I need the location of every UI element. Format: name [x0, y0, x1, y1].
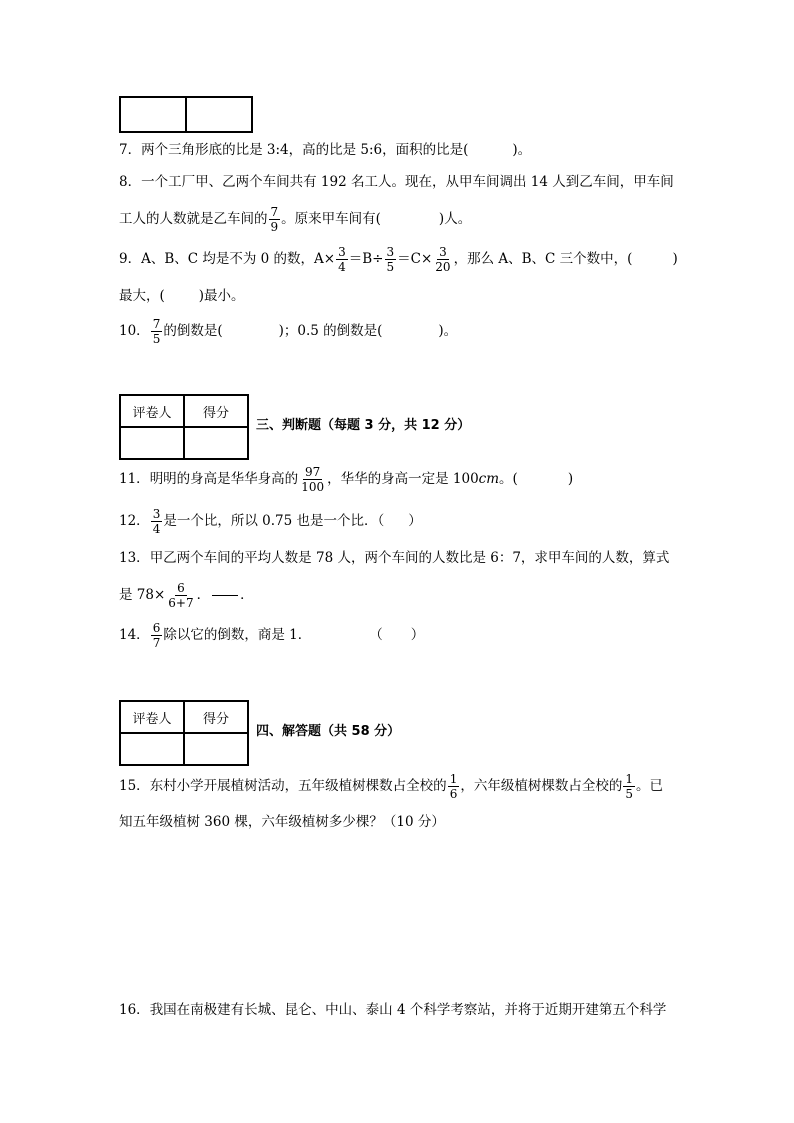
fraction-numerator: 3 [439, 245, 447, 259]
question-13-line-2 [119, 578, 254, 612]
fraction-denominator: 4 [338, 260, 346, 274]
fraction-denominator: 5 [152, 332, 161, 346]
fraction [299, 465, 326, 494]
question-13-line-1 [119, 548, 669, 568]
grader-label: 评卷人 [120, 395, 184, 427]
question-number: 7． [119, 142, 142, 158]
top-score-table [119, 96, 253, 133]
question-12 [119, 506, 422, 536]
fraction-numerator: 97 [305, 465, 321, 479]
grader-label: 评卷人 [120, 701, 184, 733]
question-text: ，华华的身高一定是 100 [327, 471, 479, 487]
question-text: 工人的人数就是乙车间的 [119, 211, 268, 227]
score-cell[interactable] [184, 427, 248, 459]
section-3-score-table [119, 394, 249, 460]
fraction [166, 581, 195, 610]
fraction-denominator: 6 [449, 787, 458, 801]
question-number: 16． [119, 1002, 150, 1018]
fraction-denominator: 9 [270, 220, 279, 234]
fraction-numerator: 3 [386, 245, 395, 259]
section-4-title: 四、解答题（共 58 分） [256, 724, 401, 739]
question-text: ) [672, 251, 678, 267]
answer-area[interactable] [119, 840, 675, 990]
question-16 [119, 1000, 666, 1020]
question-number: 12． [119, 513, 150, 529]
question-text: ，六年级植树棵数占全校的 [460, 778, 623, 794]
fraction-numerator: 7 [152, 317, 161, 331]
question-15-line-1 [119, 770, 663, 802]
question-text: 。( [499, 471, 518, 487]
fraction-numerator: 1 [449, 772, 458, 786]
answer-blank[interactable] [212, 595, 238, 596]
question-text: 是一个比，所以 0.75 也是一个比．（ [163, 513, 385, 529]
question-text: ) [567, 471, 574, 487]
question-text: )。 [512, 142, 532, 158]
question-text: ． [240, 587, 254, 603]
question-text: 一个工厂甲、乙两个车间共有 192 名工人。现在，从甲车间调出 14 人到乙车间，甲车间 [141, 174, 674, 190]
question-number: 14． [119, 627, 150, 643]
grader-cell[interactable] [120, 427, 184, 459]
question-text: 我国在南极建有长城、昆仑、中山、泰山 4 个科学考察站，并将于近期开建第五个科学 [149, 1002, 667, 1018]
question-text: )人。 [438, 211, 472, 227]
question-11 [119, 463, 573, 495]
fraction [623, 772, 635, 801]
question-number: 15． [119, 778, 150, 794]
question-text: ，那么 A、B、C 三个数中，( [453, 251, 633, 267]
fraction-denominator: 5 [386, 260, 395, 274]
question-15-line-2 [119, 812, 445, 832]
fraction-denominator: 7 [152, 636, 161, 650]
fraction [151, 507, 163, 536]
fraction [385, 245, 397, 274]
question-text: )最小。 [198, 288, 245, 304]
question-text: ． [196, 587, 211, 603]
section-3-title: 三、判断题（每题 3 分，共 12 分） [256, 418, 471, 433]
question-10 [119, 316, 457, 346]
question-number: 10． [119, 323, 150, 339]
fraction-denominator: 20 [435, 260, 451, 274]
question-text: 。已 [635, 778, 663, 794]
score-label: 得分 [184, 701, 248, 733]
fraction-numerator: 6 [152, 621, 161, 635]
question-text: 最大，( [119, 288, 165, 304]
question-9-line-1 [119, 244, 678, 274]
question-number: 8． [119, 174, 142, 190]
fraction-numerator: 3 [338, 245, 346, 259]
fraction-numerator: 1 [625, 772, 633, 786]
fraction-numerator: 3 [152, 507, 161, 521]
fraction-numerator: 6 [177, 581, 185, 595]
question-text: 明明的身高是华华身高的 [149, 471, 299, 487]
question-text: （ [369, 627, 383, 643]
question-number: 11． [119, 471, 150, 487]
question-8-line-1 [119, 172, 674, 192]
fraction-numerator: 7 [270, 205, 279, 219]
score-label: 得分 [184, 395, 248, 427]
fraction [448, 772, 460, 801]
unit-text: cm [478, 471, 500, 487]
question-number: 9． [119, 251, 142, 267]
question-7 [119, 140, 531, 160]
top-score-cell-1[interactable] [120, 97, 186, 132]
grader-cell[interactable] [120, 733, 184, 765]
question-text: 是 78× [119, 587, 166, 603]
question-text: 的倒数是( [163, 323, 223, 339]
question-14 [119, 620, 424, 650]
question-9-line-2 [119, 286, 245, 306]
question-number: 13． [119, 550, 150, 566]
fraction [151, 317, 163, 346]
fraction-denominator: 6+7 [168, 596, 194, 610]
question-text: ＝C× [397, 251, 433, 267]
fraction [336, 245, 348, 274]
question-text: ＝B÷ [348, 251, 384, 267]
question-text: )；0.5 的倒数是( [278, 323, 383, 339]
fraction [269, 205, 281, 234]
question-text: ） [408, 513, 422, 529]
fraction [151, 621, 163, 650]
fraction [433, 245, 452, 274]
fraction-denominator: 4 [152, 522, 161, 536]
question-text: 除以它的倒数，商是 1． [163, 627, 312, 643]
fraction-denominator: 100 [301, 480, 325, 494]
question-text: 东村小学开展植树活动，五年级植树棵数占全校的 [149, 778, 447, 794]
section-4-score-table [119, 700, 249, 766]
question-text: 两个三角形底的比是 3:4，高的比是 5:6，面积的比是( [141, 142, 469, 158]
question-8-line-2 [119, 204, 471, 234]
question-text: A、B、C 均是不为 0 的数，A× [141, 251, 336, 267]
top-score-cell-2[interactable] [186, 97, 252, 132]
question-text: )。 [438, 323, 458, 339]
question-text: 知五年级植树 360 棵，六年级植树多少棵？（10 分） [119, 814, 445, 830]
question-text: ） [410, 627, 425, 643]
question-text: 甲乙两个车间的平均人数是 78 人，两个车间的人数比是 6：7，求甲车间的人数，算式 [149, 550, 670, 566]
question-text: 。原来甲车间有( [281, 211, 381, 227]
score-cell[interactable] [184, 733, 248, 765]
fraction-denominator: 5 [625, 787, 633, 801]
